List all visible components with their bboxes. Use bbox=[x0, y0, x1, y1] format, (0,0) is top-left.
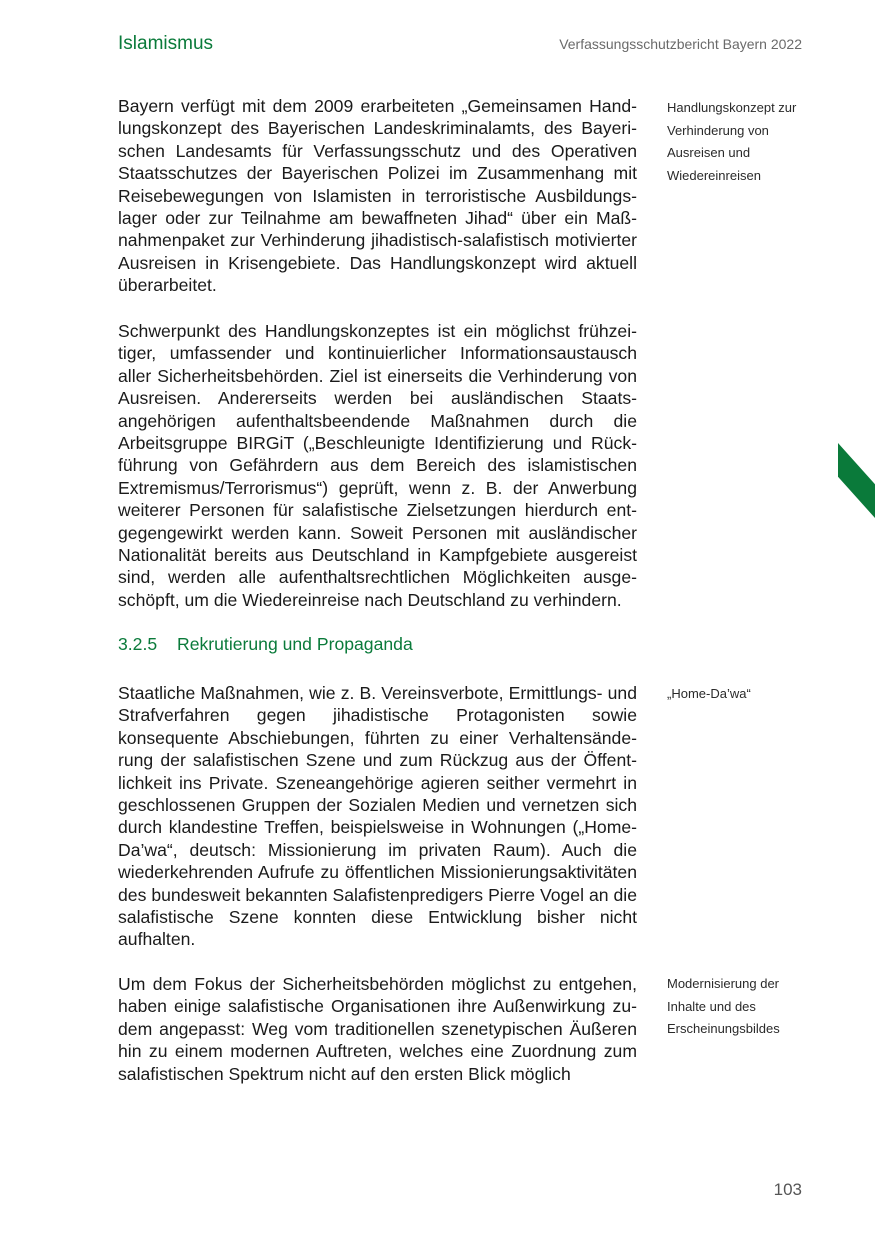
paragraph-text: Schwerpunkt des Handlungskonzeptes ist ein möglichst frühzeitiger, umfassender und kontinuierlicher Informationsaustausch aller Sicherheitsbehörden. Ziel ist einerseits die Verhinderung von Ausreisen. Andererseits werden bei ausländischen Staatsangehörigen aufenthaltsbeendende Maßnahmen durch die Arbeitsgruppe BIRGiT („Beschleunigte Identifizierung und Rückführung von Gefährdern aus dem Bereich des islamistischen Extremismus/Terrorismus“) geprüft, wenn z. B. der Anwerbung weiterer Personen für salafistische Zielsetzungen hierdurch entgegengewirkt werden kann. Soweit Personen mit ausländischer Nationalität bereits aus Deutschland in Kampfgebiete ausgereist sind, werden alle aufenthaltsrechtlichen Möglichkeiten ausgeschöpft, um die Wiedereinreise nach Deutschland zu verhindern. bbox=[118, 321, 637, 610]
section-heading bbox=[118, 634, 413, 655]
page-number: 103 bbox=[773, 1180, 802, 1199]
section-number: 3.2.5 bbox=[118, 634, 158, 654]
margin-note-modernisierung: Modernisierung der Inhalte und des Erscheinungsbildes bbox=[667, 976, 780, 1037]
paragraph-text: Bayern verfügt mit dem 2009 erarbeiteten „Gemeinsamen Handlungskonzept des Bayerischen Landeskriminalamts, des Bayerischen Landesamts für Verfassungsschutz und des Operativen Staatsschutzes der Bayerischen Polizei im Zusammenhang mit Reisebewegungen von Islamisten in terroristische Ausbildungslager oder zur Teilnahme am bewaffneten Jihad“ über ein Maßnahmenpaket zur Verhinderung jihadistisch-salafistisch motivierter Ausreisen in Krisengebiete. Das Handlungskonzept wird aktuell überarbeitet. bbox=[118, 96, 637, 296]
running-header-section: Islamismus bbox=[118, 33, 214, 54]
body-paragraph-4 bbox=[118, 973, 637, 1085]
body-paragraph-1 bbox=[118, 95, 637, 297]
running-header-publication: Verfassungsschutzbericht Bayern 2022 bbox=[559, 36, 802, 52]
body-paragraph-3 bbox=[118, 682, 637, 951]
section-title: Rekrutierung und Propaganda bbox=[177, 634, 413, 654]
margin-note-handlungskonzept: Handlungskonzept zur Verhinderung von Ausreisen und Wiedereinreisen bbox=[667, 100, 797, 183]
chapter-tab-marker bbox=[838, 443, 875, 518]
body-paragraph-2 bbox=[118, 320, 637, 611]
paragraph-text: Um dem Fokus der Sicherheitsbehörden möglichst zu entgehen, haben einige salafistische Organisationen ihre Außenwirkung zudem angepasst: Weg vom traditionellen szenetypischen Äußeren hin zu einem modernen Auftreten, welches eine Zuordnung zum salafistischen Spektrum nicht auf den ersten Blick möglich bbox=[118, 974, 637, 1084]
margin-note-home-dawa: „Home-Da’wa“ bbox=[667, 686, 751, 701]
paragraph-text: Staatliche Maßnahmen, wie z. B. Vereinsverbote, Ermittlungs- und Strafverfahren gegen jihadistische Protagonisten sowie konsequente Abschiebungen, führten zu einer Verhaltensänderung der salafistischen Szene und zum Rückzug aus der Öffentlichkeit ins Private. Szeneangehörige agieren seither vermehrt in geschlossenen Gruppen der Sozialen Medien und vernetzen sich durch klandestine Treffen, beispielsweise in Wohnungen („Home-Da’wa“, deutsch: Missionierung im privaten Raum). Auch die wiederkehrenden Aufrufe zu öffentlichen Missionierungsaktivitäten des bundesweit bekannten Salafistenpredigers Pierre Vogel an die salafistische Szene konnten diese Entwicklung bisher nicht aufhalten. bbox=[118, 683, 637, 950]
